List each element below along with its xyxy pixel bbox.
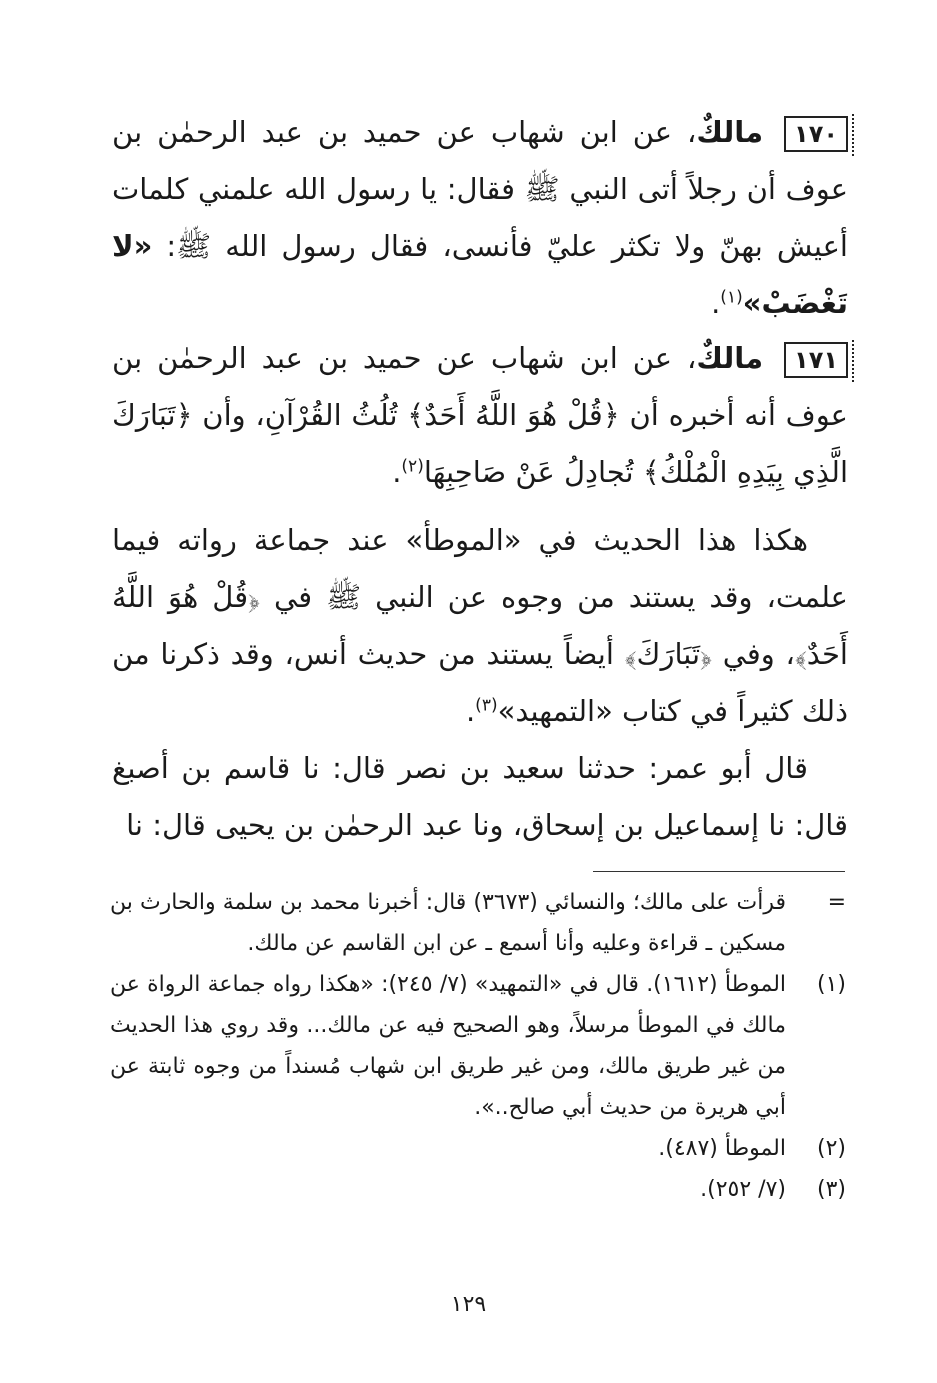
footnote-1 [110, 964, 850, 1128]
commentary-paragraph [112, 512, 848, 740]
footnote-text: الموطأ (١٦١٢). قال في «التمهيد» (٧/ ٢٤٥): «هكذا رواه جماعة الرواة عن مالك في الموطأ مرسلاً، وهو الصحيح فيه عن مالك... وقد روي هذا الحديث من غير طريق مالك، ومن غير طريق ابن شهاب مُسنداً من وجوه ثابتة عن أبي هريرة من حديث أبي صالح..». [110, 972, 787, 1120]
narrator-name: مالكٌ [696, 115, 764, 149]
page-number: ١٢٩ [450, 1292, 487, 1317]
footnote-2 [110, 1128, 850, 1169]
footnote-separator [593, 871, 845, 872]
footnote-mark: (٣) [816, 1177, 846, 1202]
footnote-ref-2[interactable]: (٢) [401, 456, 424, 477]
narrator-name: مالكٌ [696, 341, 764, 375]
isnad-text: قال أبو عمر: حدثنا سعيد بن نصر قال: نا قاسم بن أصبغ قال: نا إسماعيل بن إسحاق، ونا عبد الرحمٰن بن يحيى قال: نا [112, 751, 848, 842]
footnote-mark: (٢) [816, 1136, 846, 1161]
hadith-number-170: ١٧٠ [784, 116, 848, 152]
sentence-end: . [711, 286, 721, 320]
footnotes [110, 882, 850, 1210]
sentence-end: . [392, 455, 402, 489]
commentary-text: هكذا هذا الحديث في «الموطأ» عند جماعة رواته فيما علمت، وقد يستند من وجوه عن النبي ﷺ في ﴿قُلْ هُوَ اللَّهُ أَحَدٌ﴾، وفي ﴿تَبَارَكَ﴾ أيضاً يستند من حديث أنس، وقد ذكرنا من ذلك كثيراً في كتاب «التمهيد» [112, 523, 848, 728]
hadith-text: ، عن ابن شهاب عن حميد بن عبد الرحمٰن بن عوف أنه أخبره أن ﴿قُلْ هُوَ اللَّهُ أَحَدٌ﴾ تُلُثُ القُرْآنِ، وأن ﴿تَبَارَكَ الَّذِي بِيَدِهِ الْمُلْكُ﴾ تُجادِلُ عَنْ صَاحِبِهَا [112, 341, 848, 489]
footnote-continuation [110, 882, 850, 964]
hadith-quote: «لا تَغْضَبْ» [112, 229, 848, 320]
footnote-mark: (١) [816, 972, 846, 997]
footnote-text: (٧/ ٢٥٢). [700, 1177, 786, 1202]
hadith-text: ، عن ابن شهاب عن حميد بن عبد الرحمٰن بن عوف أن رجلاً أتى النبي ﷺ فقال: يا رسول الله علمني كلمات أعيش بهنّ ولا تكثر عليّ فأنسى، فقال رسول الله ﷺ: [112, 115, 848, 263]
footnote-ref-3[interactable]: (٣) [475, 695, 498, 716]
footnote-text: قرأت على مالك؛ والنسائي (٣٦٧٣) قال: أخبرنا محمد بن سلمة والحارث بن مسكين ـ قراءة وعليه وأنا أسمع ـ عن ابن القاسم عن مالك. [110, 890, 786, 956]
footnote-text: الموطأ (٤٨٧). [658, 1136, 786, 1161]
hadith-number-171: ١٧١ [784, 342, 848, 378]
hadith-171 [112, 330, 848, 501]
hadith-170 [112, 104, 848, 332]
footnote-mark: = [827, 890, 846, 915]
sentence-end: . [465, 694, 476, 728]
footnote-3 [110, 1169, 850, 1210]
isnad-paragraph [112, 740, 848, 854]
footnote-ref-1[interactable]: (١) [720, 287, 743, 308]
